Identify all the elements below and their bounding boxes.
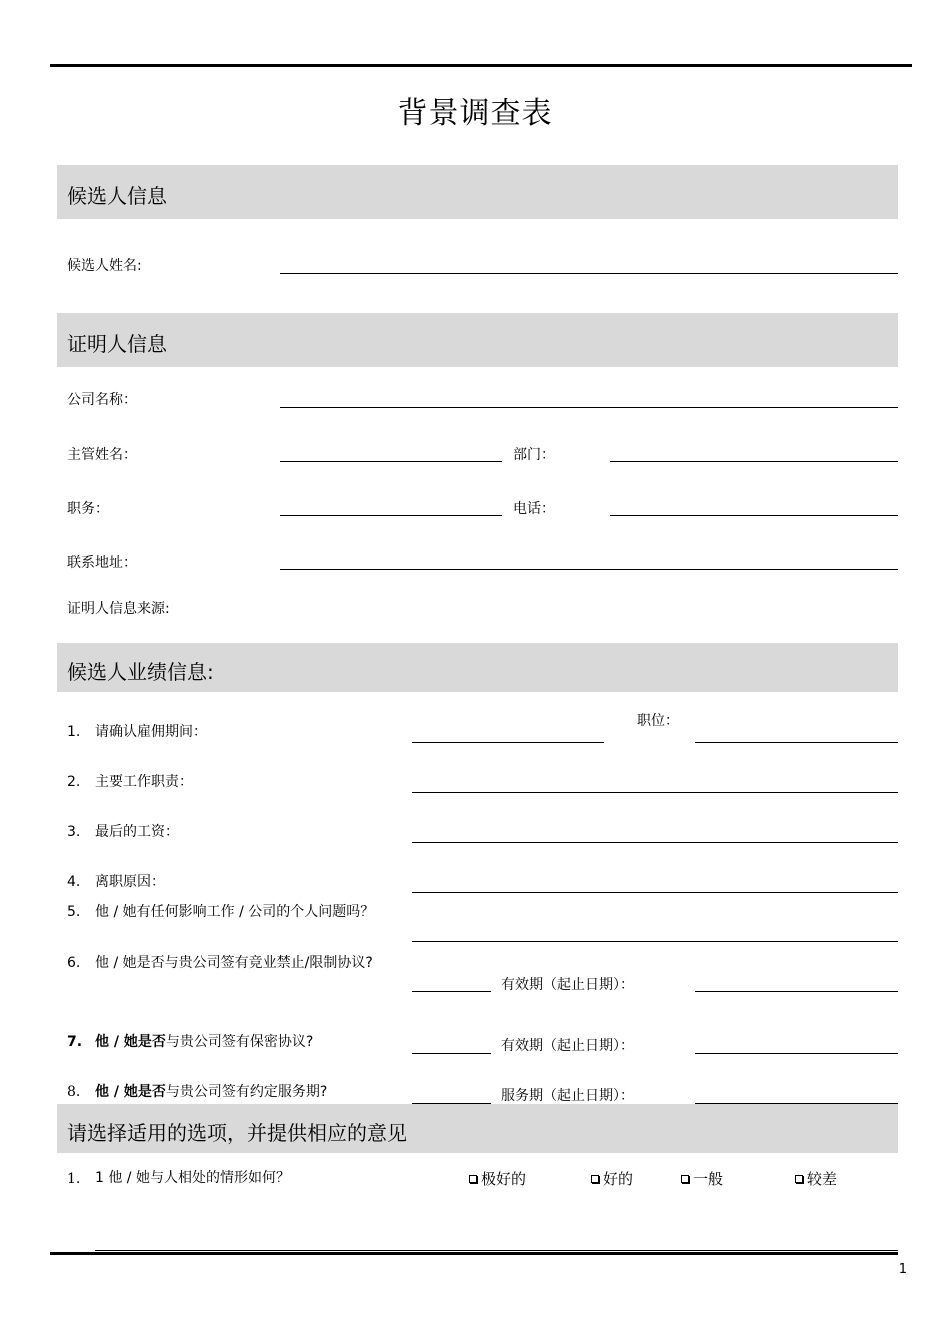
option-label: 较差 xyxy=(807,1170,838,1188)
option-excellent[interactable] xyxy=(469,1168,526,1189)
page-title: 背景调查表 xyxy=(397,96,553,131)
checkbox-icon xyxy=(681,1175,689,1183)
question-text xyxy=(95,1082,327,1103)
address-field[interactable] xyxy=(280,569,898,570)
question-number: 1. xyxy=(67,724,81,740)
checkbox-icon xyxy=(591,1175,599,1183)
section-header-performance xyxy=(57,643,898,692)
question-text-rest: 与贵公司签有约定服务期? xyxy=(165,1084,328,1100)
validity-period-label: 有效期（起止日期）： xyxy=(501,977,634,993)
noncompete-answer-field[interactable] xyxy=(412,991,491,992)
checkbox-icon xyxy=(469,1175,477,1183)
question-number: 5. xyxy=(67,904,81,920)
section-header-label: 候选人信息 xyxy=(67,184,167,208)
question-number: 2. xyxy=(67,774,81,790)
department-field[interactable] xyxy=(610,461,898,462)
question-number: 4. xyxy=(67,874,81,890)
position-label: 职务： xyxy=(67,501,109,517)
company-name-label: 公司名称： xyxy=(67,392,137,408)
job-title-label: 职位： xyxy=(637,713,679,729)
option-label: 一般 xyxy=(693,1170,724,1188)
question-text: 主要工作职责： xyxy=(95,774,193,790)
bottom-rule xyxy=(50,1252,898,1255)
manager-name-field[interactable] xyxy=(280,461,502,462)
company-name-field[interactable] xyxy=(280,407,898,408)
leaving-reason-field[interactable] xyxy=(412,892,898,893)
page-number: 1 xyxy=(898,1262,907,1277)
question-text-bold: 他 / 她是否 xyxy=(95,1034,166,1050)
employment-period-field[interactable] xyxy=(412,742,604,743)
address-label: 联系地址： xyxy=(67,555,137,571)
confidentiality-period-field[interactable] xyxy=(695,1053,898,1054)
section-header-reference xyxy=(57,313,898,367)
question-text xyxy=(95,1032,313,1053)
checkbox-icon xyxy=(795,1175,803,1183)
validity-period-label: 有效期（起止日期）： xyxy=(501,1038,634,1054)
option-poor[interactable] xyxy=(795,1168,837,1189)
question-number: 3. xyxy=(67,824,81,840)
personal-issues-field[interactable] xyxy=(412,941,898,942)
section-header-label: 候选人业绩信息: xyxy=(67,660,214,684)
option-label: 好的 xyxy=(603,1170,634,1188)
question-text-bold: 他 / 她是否 xyxy=(95,1084,166,1100)
question-text: 最后的工资： xyxy=(95,824,179,840)
question-text: 1 他 / 她与人相处的情形如何？ xyxy=(95,1170,290,1186)
option-good[interactable] xyxy=(591,1168,633,1189)
salary-field[interactable] xyxy=(412,842,898,843)
job-title-field[interactable] xyxy=(695,742,898,743)
top-rule xyxy=(50,64,912,67)
section-header-candidate xyxy=(57,165,898,219)
section-header-options xyxy=(57,1104,898,1153)
question-number: 8. xyxy=(67,1084,81,1100)
candidate-name-label: 候选人姓名: xyxy=(67,258,142,274)
confidentiality-answer-field[interactable] xyxy=(412,1053,491,1054)
section-header-label: 请选择适用的选项，并提供相应的意见 xyxy=(67,1121,407,1145)
bottom-rule-thin xyxy=(95,1250,898,1251)
manager-name-label: 主管姓名： xyxy=(67,447,137,463)
candidate-name-field[interactable] xyxy=(280,273,898,274)
question-number: 6. xyxy=(67,955,81,971)
question-text: 他 / 她是否与贵公司签有竞业禁止/限制协议? xyxy=(95,955,373,971)
department-label: 部门： xyxy=(513,447,555,463)
position-field[interactable] xyxy=(280,515,502,516)
duties-field[interactable] xyxy=(412,792,898,793)
section-header-label: 证明人信息 xyxy=(67,332,167,356)
question-text: 他 / 她有任何影响工作 / 公司的个人问题吗？ xyxy=(95,904,375,920)
phone-label: 电话： xyxy=(513,501,555,517)
question-text: 请确认雇佣期间： xyxy=(95,724,207,740)
question-number: 7. xyxy=(67,1034,83,1050)
question-text-rest: 与贵公司签有保密协议? xyxy=(165,1034,314,1050)
service-period-label: 服务期（起止日期）： xyxy=(501,1088,634,1104)
question-text: 离职原因： xyxy=(95,874,165,890)
question-number: 1. xyxy=(67,1171,81,1187)
noncompete-period-field[interactable] xyxy=(695,991,898,992)
option-label: 极好的 xyxy=(481,1170,527,1188)
reference-source-label: 证明人信息来源: xyxy=(67,601,170,617)
option-average[interactable] xyxy=(681,1168,723,1189)
phone-field[interactable] xyxy=(610,515,898,516)
